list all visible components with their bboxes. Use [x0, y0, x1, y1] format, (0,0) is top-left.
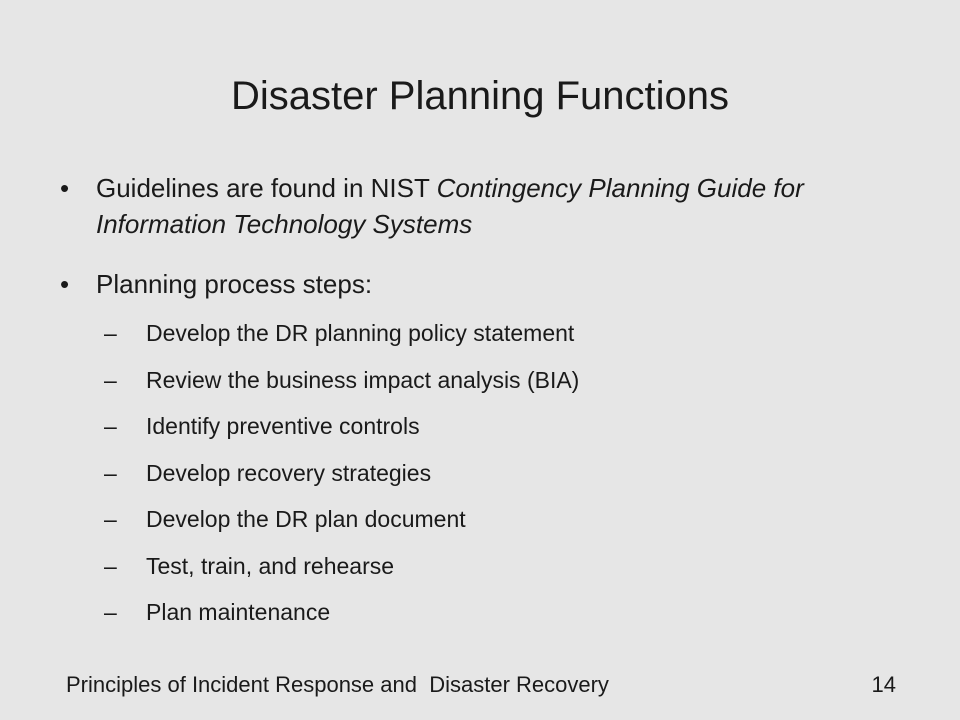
bullet-guidelines: [60, 170, 910, 242]
dash: –: [104, 552, 117, 579]
slide-footer: [66, 670, 896, 700]
step-item: [104, 589, 910, 636]
page-number: 14: [871, 672, 896, 697]
step-text: Develop recovery strategies: [146, 459, 432, 486]
step-text: Review the business impact analysis (BIA): [146, 366, 580, 393]
step-item: [104, 543, 910, 590]
step-text: Develop the DR plan document: [146, 506, 466, 532]
dash: –: [104, 599, 117, 625]
step-item: [104, 403, 910, 450]
dash: –: [104, 413, 117, 439]
step-item: [104, 450, 910, 497]
step-text: Test, train, and rehearse: [146, 552, 395, 579]
dash: –: [104, 506, 117, 532]
step-item: [104, 357, 910, 404]
step-text: Identify preventive controls: [146, 413, 420, 439]
footer-course-title: Principles of Incident Response and Disaster Recovery: [66, 672, 609, 697]
slide-title: Disaster Planning Functions: [230, 74, 730, 118]
dash: –: [104, 459, 117, 486]
bullet-list: [60, 170, 910, 660]
bullet-guidelines-text: Guidelines are found in NIST: [96, 173, 437, 203]
step-text: Develop the DR planning policy statement: [146, 320, 575, 346]
bullet-guidelines-italic: Contingency Planning Guide for Information Technology Systems: [96, 173, 804, 239]
dash: –: [104, 366, 117, 393]
bullet-planning-steps: [60, 266, 910, 636]
bullet-dot: •: [60, 173, 70, 203]
dash: –: [104, 320, 117, 346]
bullet-dot: •: [60, 269, 70, 299]
step-item: [104, 496, 910, 543]
bullet-planning-steps-text: Planning process steps:: [96, 269, 373, 299]
step-list: [96, 310, 910, 636]
step-text: Plan maintenance: [146, 599, 331, 625]
step-item: [104, 310, 910, 357]
